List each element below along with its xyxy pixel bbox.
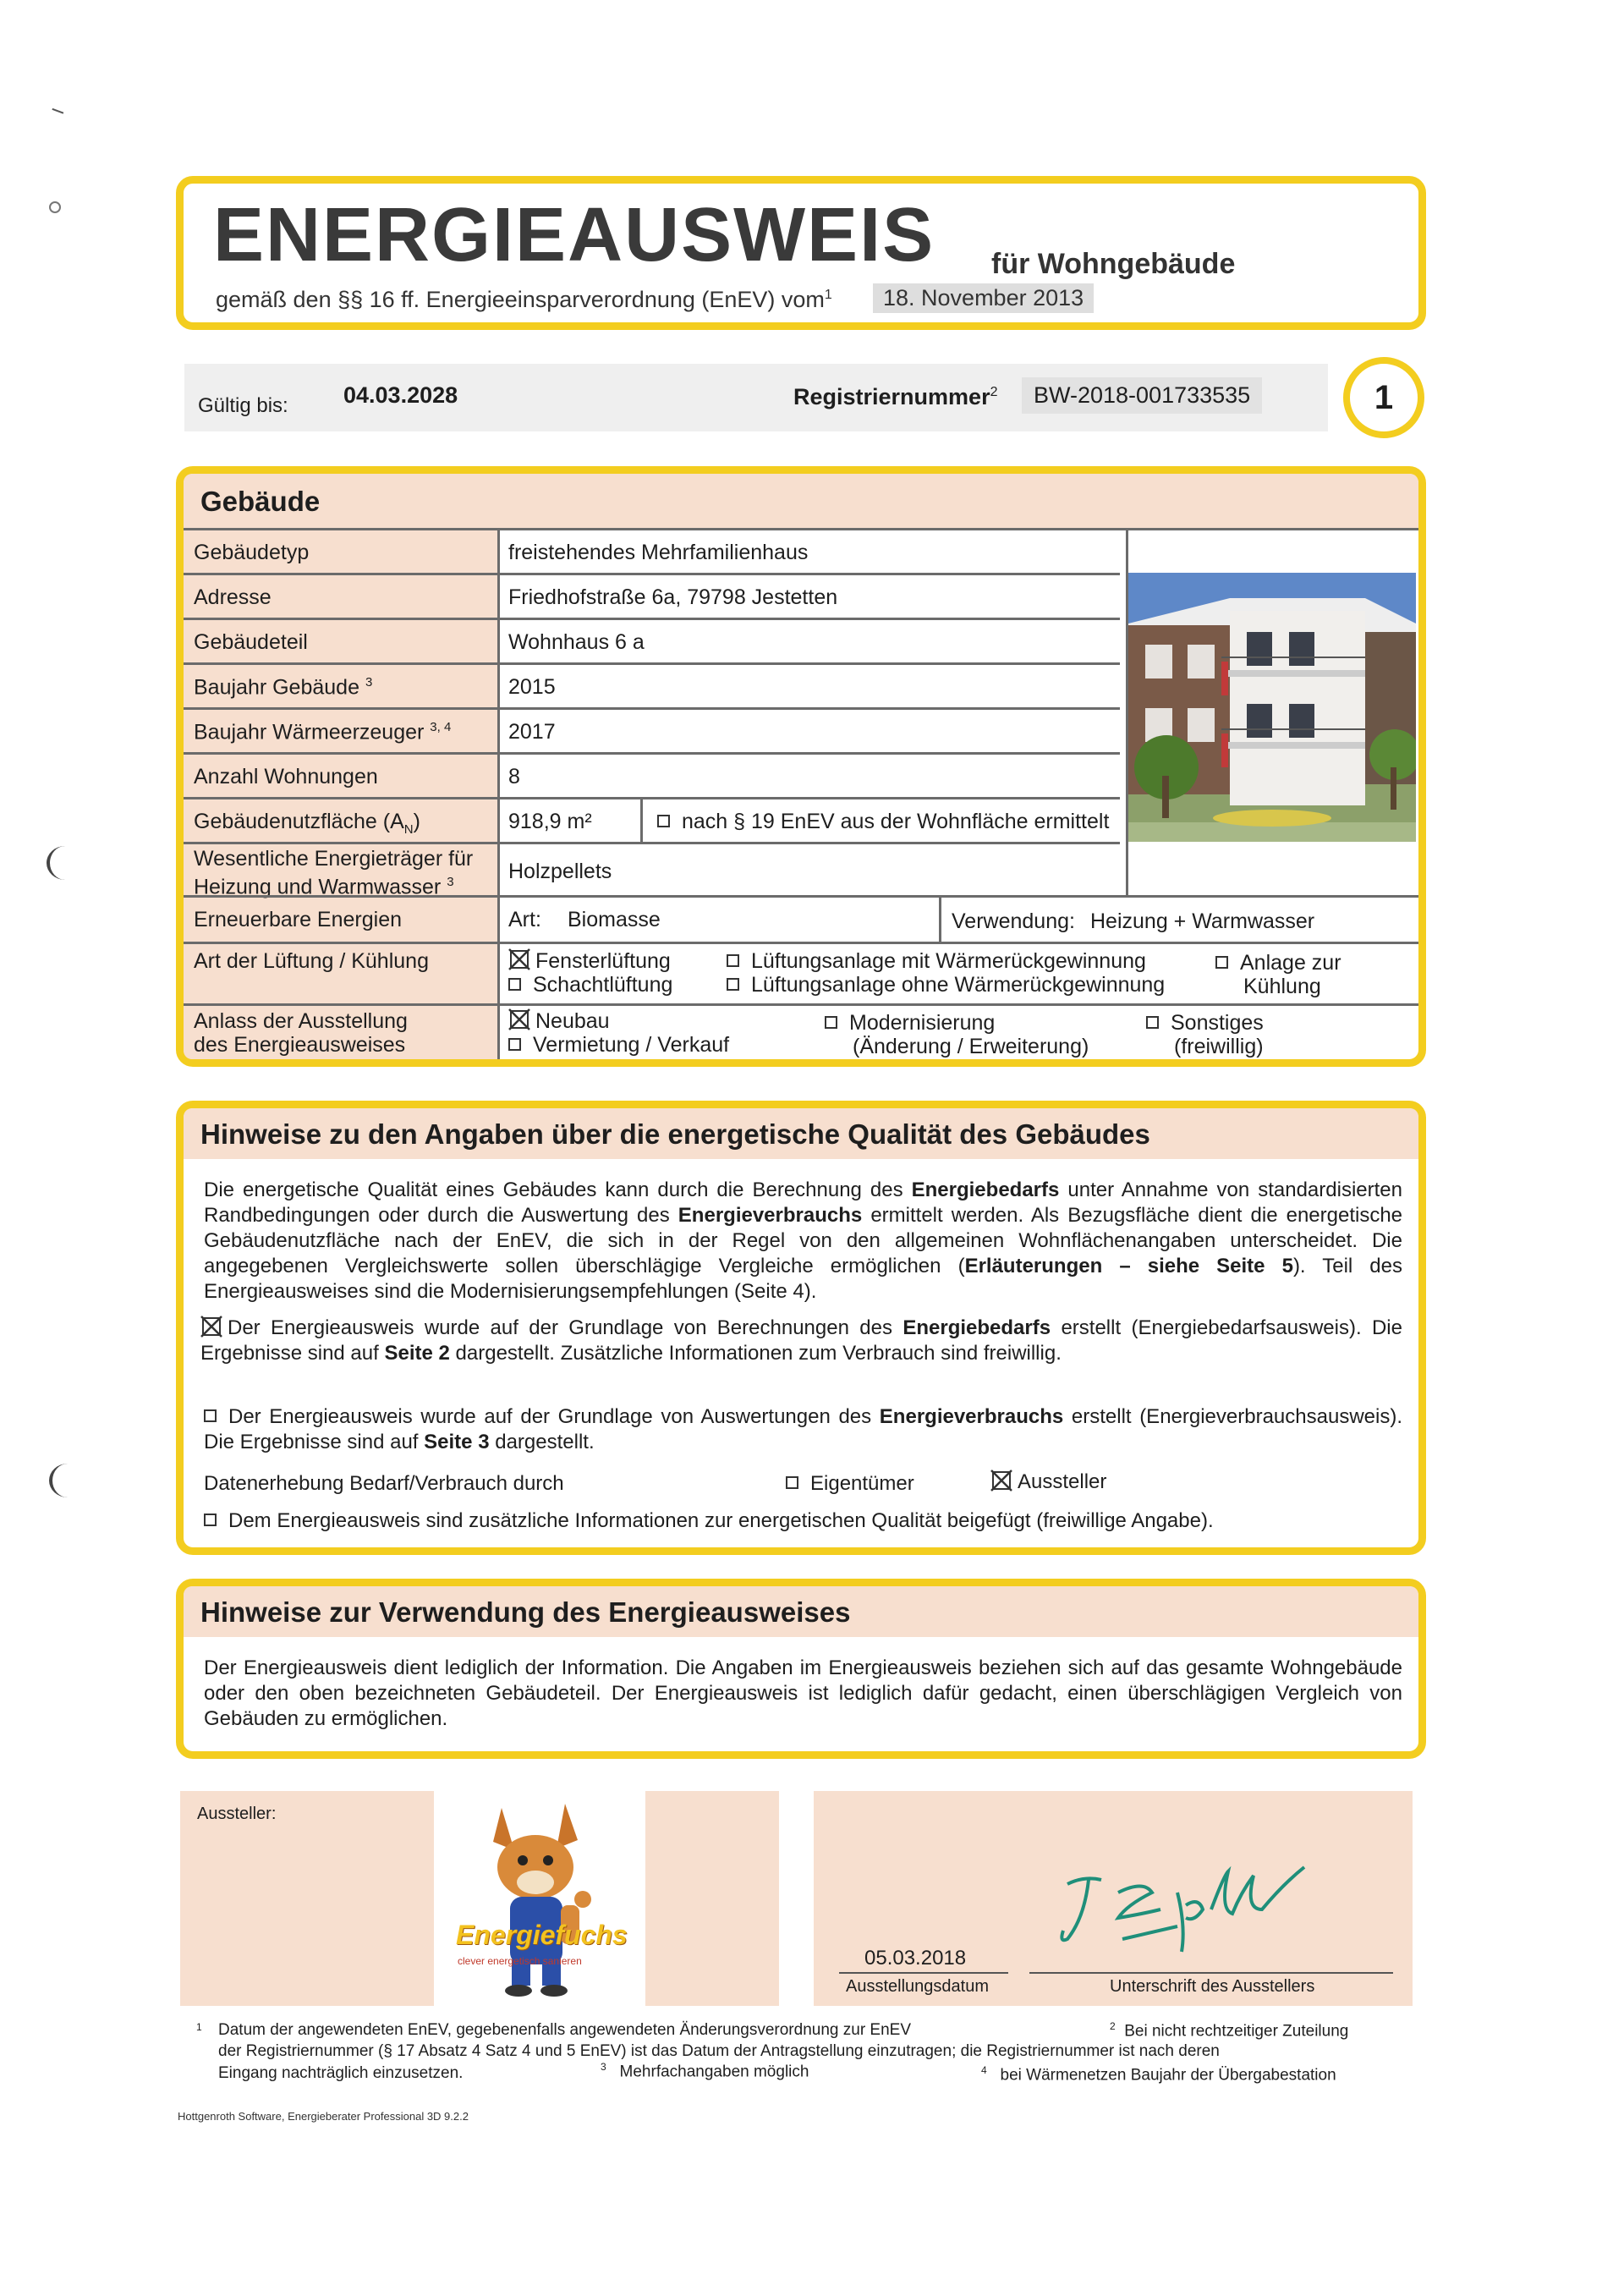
checkbox[interactable] xyxy=(508,1038,521,1051)
header-box xyxy=(176,176,1426,330)
checkbox[interactable] xyxy=(204,1514,217,1526)
ventilation-option-without-recovery: Lüftungsanlage ohne Wärmerückgewinnung xyxy=(727,973,1165,997)
row-label: Baujahr Wärmeerzeuger $^{3, 4}$ xyxy=(194,720,452,744)
row-building-type xyxy=(184,528,1418,573)
law-date: 18. November 2013 xyxy=(873,283,1094,313)
law-reference: gemäß den §§ 16 ff. Energieeinsparverordnung (EnEV) vom$^1$ xyxy=(216,287,832,312)
quality-hints-title: Hinweise zu den Angaben über die energetische Qualität des Gebäudes xyxy=(200,1118,1150,1150)
data-collection-owner: Eigentümer xyxy=(786,1472,914,1496)
row-value: 2015 xyxy=(508,675,556,699)
ventilation-option-window: Fensterlüftung xyxy=(508,949,671,974)
occasion-option-other: Sonstiges (freiwillig) xyxy=(1146,1011,1264,1058)
building-photo xyxy=(1128,573,1416,842)
issuer-box xyxy=(180,1791,779,2006)
checkbox[interactable] xyxy=(1146,1016,1159,1029)
row-label: Baujahr Gebäude $^3$ xyxy=(194,675,373,700)
checked-box-icon[interactable] xyxy=(990,1470,1012,1492)
occasion-option-new: Neubau xyxy=(508,1009,610,1034)
row-value: freistehendes Mehrfamilienhaus xyxy=(508,541,809,564)
renewable-art-label: Art: xyxy=(508,908,541,931)
footnote-3: $^3$ Mehrfachangaben möglich xyxy=(601,2061,809,2081)
document-subtitle: für Wohngebäude xyxy=(991,248,1236,280)
validity-bar xyxy=(184,364,1328,431)
row-occasion xyxy=(184,1003,1418,1059)
row-usable-area xyxy=(184,797,1120,842)
renewable-use-value: Heizung + Warmwasser xyxy=(1090,909,1315,933)
row-label: Gebäudenutzfläche $(A_N)$ xyxy=(194,810,420,837)
footnote-4: $^4$ bei Wärmenetzen Baujahr der Übergabestation xyxy=(981,2064,1336,2085)
row-address xyxy=(184,573,1120,618)
scan-mark xyxy=(49,201,61,213)
usage-hints-header xyxy=(184,1586,1418,1637)
occasion-option-modernization: Modernisierung (Änderung / Erweiterung) xyxy=(825,1011,1089,1058)
date-line xyxy=(839,1972,1008,1974)
row-construction-year xyxy=(184,662,1120,707)
row-value: 8 xyxy=(508,765,520,788)
signature xyxy=(1051,1859,1355,1969)
fox-mascot-logo xyxy=(434,1791,645,2006)
building-section-title: Gebäude xyxy=(200,486,321,517)
issuer-label: Aussteller: xyxy=(197,1805,277,1823)
ventilation-option-with-recovery: Lüftungsanlage mit Wärmerückgewinnung xyxy=(727,949,1146,974)
registration-number: BW-2018-001733535 xyxy=(1022,377,1262,414)
checked-box-icon[interactable] xyxy=(508,1008,530,1030)
footnote-2-continued-2: Eingang nachträglich einzusetzen. xyxy=(218,2064,464,2082)
issue-date: 05.03.2018 xyxy=(864,1947,967,1970)
issuer-logo-subtext: clever energetisch sanieren xyxy=(458,1955,582,1967)
issuer-logo-text: Energiefuchs xyxy=(456,1920,628,1950)
row-label: Erneuerbare Energien xyxy=(194,908,402,931)
row-heater-year xyxy=(184,707,1120,752)
building-section xyxy=(176,466,1426,1067)
row-label: Art der Lüftung / Kühlung xyxy=(194,949,429,973)
quality-hints-intro: Die energetische Qualität eines Gebäudes kann durch die Berechnung des Energiebedarfs unter Annahme von standardisierten Randbedingungen oder durch die Auswertung des Energieverbrauchs ermittelt werden. Als Bezugsfläche dient die energetische Gebäudenutzfläche nach der EnEV, die sich in der Regel von den allgemeinen Wohnflächenangaben unterscheidet. Die angegebenen Vergleichswerte sollen überschlägige Vergleiche ermöglichen (Erläuterungen – siehe Seite 5). Teil des Energieausweises sind die Modernisierungsempfehlungen (Seite 4). xyxy=(204,1178,1403,1303)
checkbox[interactable] xyxy=(727,954,739,967)
building-section-header xyxy=(184,474,1418,528)
registration-label: Registriernummer$^2$ xyxy=(793,384,998,409)
consumption-certificate-option: Der Energieausweis wurde auf der Grundlage von Auswertungen des Energieverbrauchs erstellt (Energieverbrauchsausweis). Die Ergebnisse sind auf Seite 3 dargestellt. xyxy=(204,1405,1402,1453)
area-checkbox[interactable] xyxy=(657,815,670,827)
row-value: Wohnhaus 6 a xyxy=(508,630,645,654)
area-option: nach § 19 EnEV aus der Wohnfläche ermittelt xyxy=(657,810,1109,834)
checkbox[interactable] xyxy=(508,978,521,991)
row-value: Holzpellets xyxy=(508,860,612,883)
ventilation-option-shaft: Schachtlüftung xyxy=(508,973,672,997)
renewable-art-value: Biomasse xyxy=(568,908,661,931)
issuer-logo xyxy=(434,1791,645,2006)
column-divider xyxy=(939,898,941,944)
demand-certificate-option: Der Energieausweis wurde auf der Grundlage von Berechnungen des Energiebedarfs erstellt (Energiebedarfsausweis). Die Ergebnisse sind auf Seite 2 dargestellt. Zusätzliche Informationen zum Verbrauch sind freiwillig. xyxy=(200,1316,1402,1365)
signature-label: Unterschrift des Ausstellers xyxy=(1110,1977,1315,1996)
additional-info-option: Dem Energieausweis sind zusätzliche Informationen zur energetischen Qualität beigefügt (freiwillige Angabe). xyxy=(204,1509,1214,1533)
software-credit: Hottgenroth Software, Energieberater Professional 3D 9.2.2 xyxy=(178,2110,469,2123)
row-energy-carrier xyxy=(184,842,1120,899)
row-renewable xyxy=(184,895,1418,942)
data-collection-issuer: Aussteller xyxy=(990,1470,1106,1494)
checkbox[interactable] xyxy=(786,1476,798,1489)
usage-hints-title: Hinweise zur Verwendung des Energieausweises xyxy=(200,1596,851,1628)
checked-box-icon[interactable] xyxy=(200,1316,222,1338)
row-value: 2017 xyxy=(508,720,556,744)
row-building-part xyxy=(184,618,1120,662)
punch-hole-mark xyxy=(47,846,84,880)
row-ventilation xyxy=(184,942,1418,1003)
data-collection-label: Datenerhebung Bedarf/Verbrauch durch xyxy=(204,1472,564,1495)
checkbox[interactable] xyxy=(825,1016,837,1029)
occasion-option-rent: Vermietung / Verkauf xyxy=(508,1033,729,1058)
footnote-2-continued: der Registriernummer (§ 17 Absatz 4 Satz 4 und 5 EnEV) ist das Datum der Antragstellung einzutragen; die Registriernummer ist nach deren xyxy=(218,2042,1220,2060)
signature-line xyxy=(1029,1972,1393,1974)
scan-mark xyxy=(50,108,64,120)
page-number-badge: 1 xyxy=(1343,357,1424,438)
usage-hints-section xyxy=(176,1579,1426,1759)
signature-box xyxy=(814,1791,1413,2006)
row-label: Anzahl Wohnungen xyxy=(194,765,378,788)
checkbox[interactable] xyxy=(727,978,739,991)
checkbox[interactable] xyxy=(204,1409,217,1422)
valid-until-date: 04.03.2028 xyxy=(343,382,458,408)
row-label: Anlass der Ausstellung des Energieausweises xyxy=(194,1009,408,1057)
checkbox[interactable] xyxy=(1215,956,1228,969)
document-title: ENERGIEAUSWEIS xyxy=(213,193,935,277)
valid-until-label: Gültig bis: xyxy=(198,394,288,417)
checked-box-icon[interactable] xyxy=(508,948,530,970)
footnote-2: $^2$ Bei nicht rechtzeitiger Zuteilung xyxy=(1110,2020,1349,2041)
row-apartments xyxy=(184,752,1120,797)
column-divider xyxy=(640,799,643,844)
quality-hints-header xyxy=(184,1108,1418,1159)
row-label: Gebäudetyp xyxy=(194,541,310,564)
usage-hints-text: Der Energieausweis dient lediglich der Information. Die Angaben im Energieausweis beziehen sich auf das gesamte Wohngebäude oder den oben bezeichneten Gebäudeteil. Der Energieausweis ist lediglich dafür gedacht, einen überschlägigen Vergleich von Gebäuden zu ermöglichen. xyxy=(204,1656,1402,1730)
row-label: Adresse xyxy=(194,585,272,609)
area-value: 918,9 m² xyxy=(508,810,592,833)
quality-hints-section xyxy=(176,1101,1426,1555)
issue-date-label: Ausstellungsdatum xyxy=(846,1977,989,1996)
row-label: Gebäudeteil xyxy=(194,630,308,654)
renewable-use-label: Verwendung: xyxy=(952,909,1075,933)
ventilation-option-cooling: Anlage zur Kühlung xyxy=(1215,951,1341,998)
punch-hole-mark xyxy=(49,1464,86,1497)
row-label: Wesentliche Energieträger für Heizung und Warmwasser $^3$ xyxy=(194,847,474,899)
row-value: Friedhofstraße 6a, 79798 Jestetten xyxy=(508,585,838,609)
